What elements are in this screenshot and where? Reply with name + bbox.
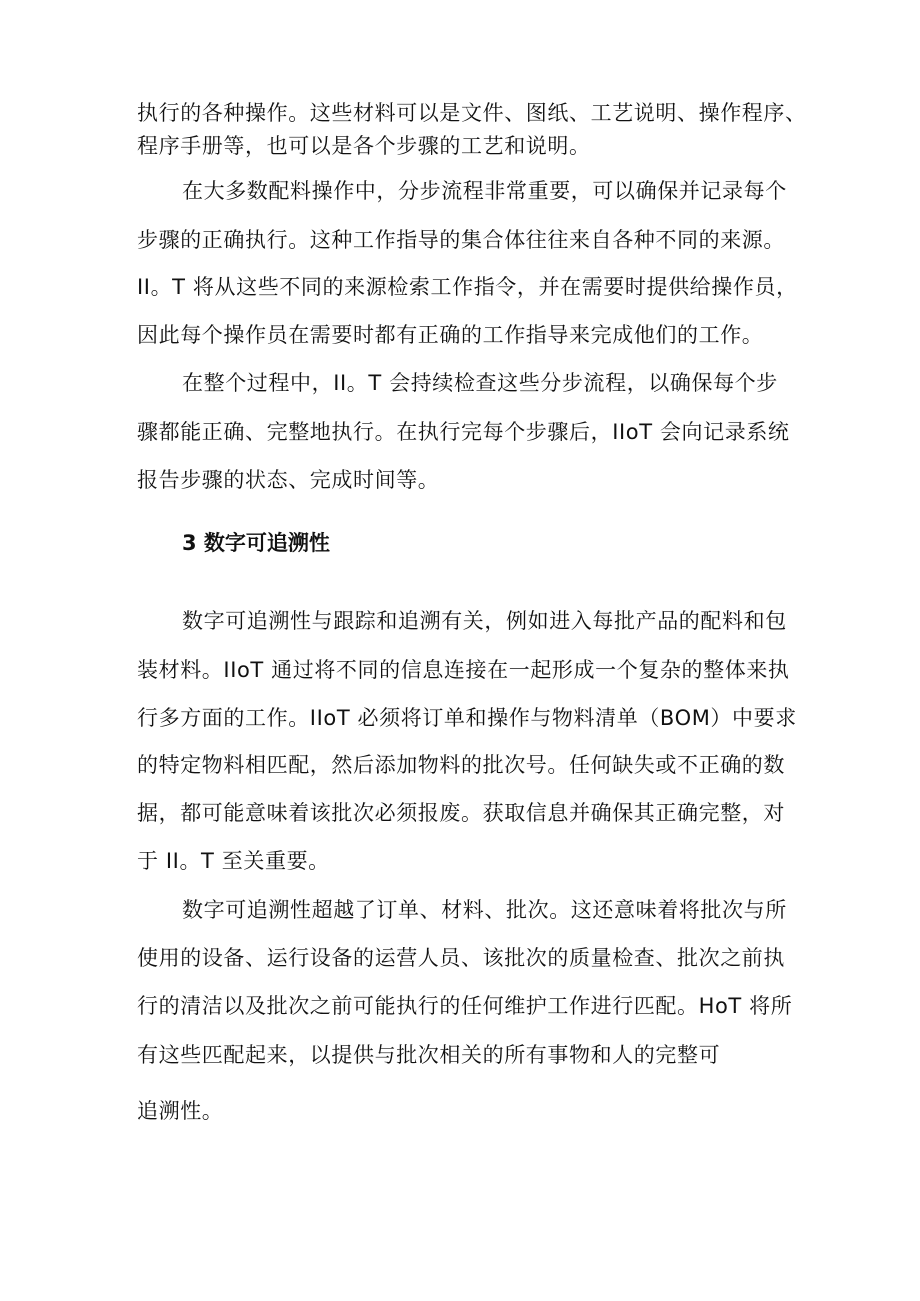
para4-line-2: 装材料。IIoT 通过将不同的信息连接在一起形成一个复杂的整体来执 xyxy=(137,658,790,682)
para2-line-2: 步骤的正确执行。这种工作指导的集合体往往来自各种不同的来源。 xyxy=(137,228,785,252)
para4-line-6: 于 II。T 至关重要。 xyxy=(137,849,330,873)
para5-line-2: 使用的设备、运行设备的运营人员、该批次的质量检查、批次之前执 xyxy=(137,946,785,970)
para3-line-1: 在整个过程中，II。T 会持续检查这些分步流程，以确保每个步 xyxy=(182,371,778,395)
para1-line-1: 执行的各种操作。这些材料可以是文件、图纸、工艺说明、操作程序、 xyxy=(137,101,807,125)
para5-line-1: 数字可追溯性超越了订单、材料、批次。这还意味着将批次与所 xyxy=(182,898,787,922)
para5-line-4: 有这些匹配起来，以提供与批次相关的所有事物和人的完整可 xyxy=(137,1043,721,1067)
para1-line-2: 程序手册等，也可以是各个步骤的工艺和说明。 xyxy=(137,134,591,158)
para4-line-4: 的特定物料相匹配，然后添加物料的批次号。任何缺失或不正确的数 xyxy=(137,753,785,777)
para4-line-3: 行多方面的工作。IIoT 必须将订单和操作与物料清单（BOM）中要求 xyxy=(137,706,797,730)
section-heading: 3 数字可追溯性 xyxy=(182,531,330,555)
para4-line-1: 数字可追溯性与跟踪和追溯有关，例如进入每批产品的配料和包 xyxy=(182,609,787,633)
para5-line-5: 追溯性。 xyxy=(137,1099,224,1123)
para2-line-4: 因此每个操作员在需要时都有正确的工作指导来完成他们的工作。 xyxy=(137,323,764,347)
para2-line-1: 在大多数配料操作中，分步流程非常重要，可以确保并记录每个 xyxy=(182,179,787,203)
para4-line-5: 据，都可能意味着该批次必须报废。获取信息并确保其正确完整，对 xyxy=(137,801,785,825)
para2-line-3: II。T 将从这些不同的来源检索工作指令，并在需要时提供给操作员， xyxy=(137,275,798,299)
para3-line-3: 报告步骤的状态、完成时间等。 xyxy=(137,468,440,492)
para3-line-2: 骤都能正确、完整地执行。在执行完每个步骤后，IIoT 会向记录系统 xyxy=(137,420,790,444)
para5-line-3: 行的清洁以及批次之前可能执行的任何维护工作进行匹配。HoT 将所 xyxy=(137,994,793,1018)
